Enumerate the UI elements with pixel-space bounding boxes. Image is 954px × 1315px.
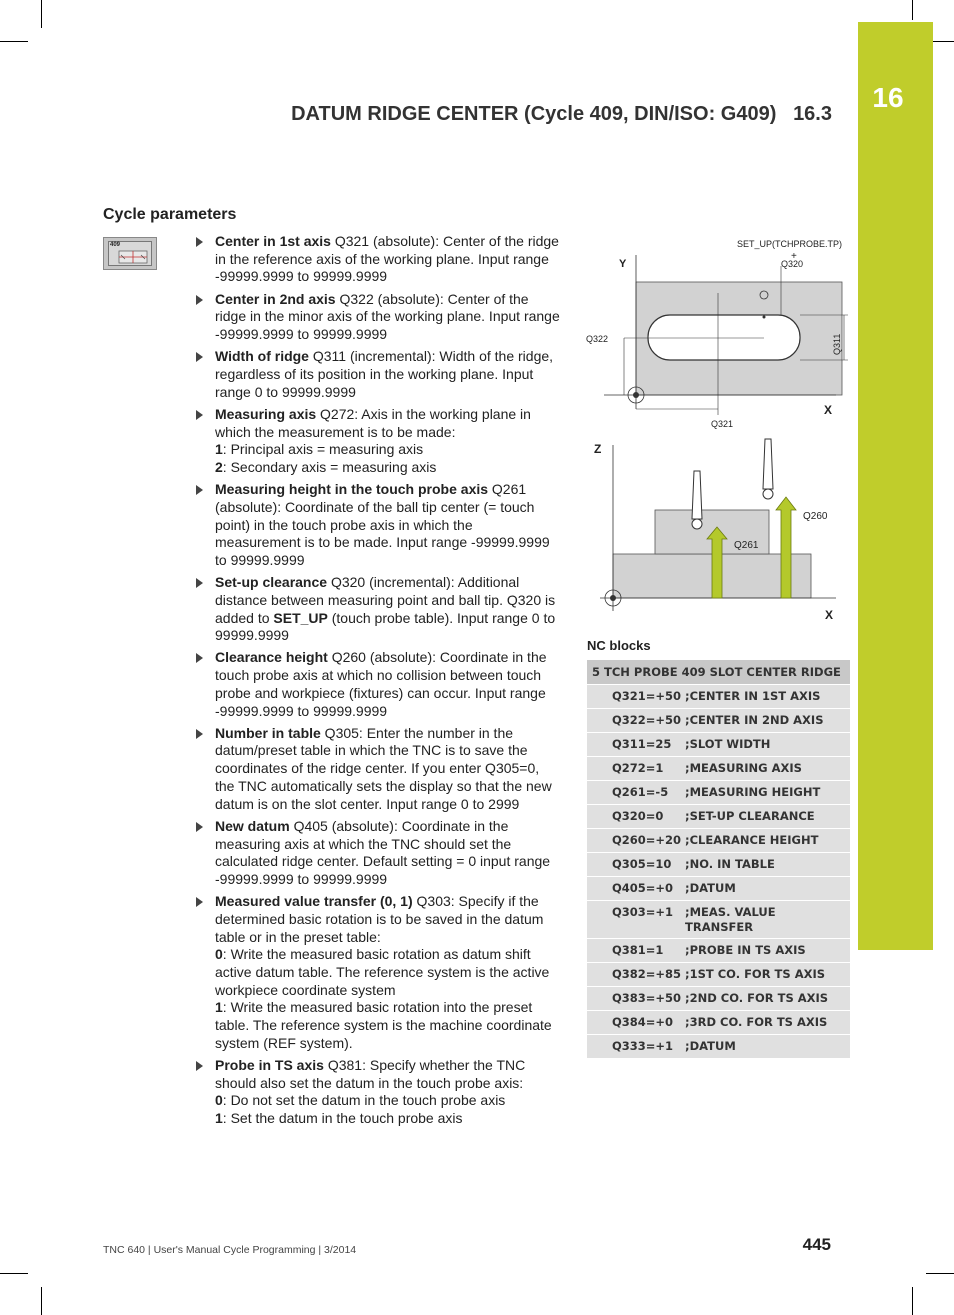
nc-comment: ;MEAS. VALUE TRANSFER [685,905,776,934]
nc-code: Q311=25 [612,737,672,751]
option-key: 1 [215,1110,223,1127]
touch-probe-stylus-high [763,439,773,489]
param-measuring-height [196,481,561,570]
nc-comment: ;CENTER IN 2ND AXIS [685,713,824,727]
bullet-arrow-icon [196,897,203,907]
plus-label: + [791,251,797,262]
param-name: Measuring height in the touch probe axis [215,481,489,498]
nc-row [587,709,850,732]
param-desc: Q405 (absolute): Coordinate in the measuring axis at which the TNC should set the calculated ridge center. Default setting = 0 input range -99999.9999 to 99999.9999 [215,817,551,887]
nc-row [587,685,850,708]
option-key: 2 [215,458,223,475]
nc-row [587,805,850,828]
param-probe-in-ts-axis [196,1057,561,1128]
bullet-arrow-icon [196,1061,203,1071]
crop-mark [41,1287,42,1315]
param-desc-cont: (touch probe table). Input range 0 to 99999.9999 [215,609,556,644]
chapter-tab [858,22,933,950]
param-name: Clearance height [215,649,328,666]
nc-code: Q322=+50 [612,713,682,727]
param-desc: Q260 (absolute): Coordinate in the touch probe axis at which no collision between touch probe and workpiece (fixtures) can occur. Input range -99999.9999 to 99999.9999 [215,649,547,719]
nc-comment: ;SET-UP CLEARANCE [685,809,815,823]
datum-dot-side [610,595,616,601]
param-desc: Q272: Axis in the working plane in which the measurement is to be made: [215,405,531,440]
param-inline-keyword: SET_UP [273,609,328,626]
top-view [586,239,848,429]
q321-label: Q321 [711,419,734,429]
param-name: Number in table [215,724,321,741]
crop-mark [41,0,42,28]
touch-probe-stylus-low [692,471,702,519]
bullet-arrow-icon [196,729,203,739]
bullet-arrow-icon [196,237,203,247]
page-header [280,103,832,126]
param-name: Set-up clearance [215,574,328,591]
crop-mark [0,1273,28,1274]
nc-code: Q333=+1 [612,1039,674,1053]
nc-code: Q405=+0 [612,881,674,895]
param-desc: Q311 (incremental): Width of the ridge, regardless of its position in the working plane. Input range 0 to 99999.9999 [215,348,554,400]
param-desc: Q261 (absolute): Coordinate of the ball tip center (= touch point) in the touch probe axis in which the measurement is to be made. Input range -99999.9999 to 99999.9999 [215,481,550,568]
nc-row [587,781,850,804]
option-key: 0 [215,946,223,963]
softkey-label: 409 [110,242,121,248]
param-clearance-height [196,649,561,720]
crop-mark [912,1287,913,1315]
header-title: DATUM RIDGE CENTER (Cycle 409, DIN/ISO: G409) [291,103,777,125]
param-name: Measuring axis [215,405,317,422]
param-name: Probe in TS axis [215,1056,324,1073]
nc-row [587,1035,850,1058]
nc-comment: ;3RD CO. FOR TS AXIS [685,1015,828,1029]
nc-row [587,963,850,986]
param-name: New datum [215,817,290,834]
param-new-datum [196,818,561,889]
option-text: : Write the measured basic rotation into the preset table. The reference system is the machine coordinate system (REF system). [215,999,552,1051]
param-desc: Q305: Enter the number in the datum/preset table in which the TNC is to save the coordinates of the ridge center. If you enter Q305=0, the TNC automatically sets the display so that the new datum is on the slot center. Input range 0 to 2999 [215,724,552,812]
page-number: 445 [802,1235,831,1254]
footer-text: TNC 640 | User's Manual Cycle Programming | 3/2014 [103,1244,357,1256]
bullet-arrow-icon [196,822,203,832]
param-width-of-ridge [196,348,561,401]
touch-point [763,316,766,319]
nc-comment: ;NO. IN TABLE [685,857,775,871]
crop-mark [926,1273,954,1274]
option-text: : Do not set the datum in the touch probe axis [222,1092,506,1109]
param-desc: Q303: Specify if the determined basic rotation is to be saved in the datum table or in the preset table: [215,893,544,945]
param-desc: Q320 (incremental): Additional distance between measuring point and ball tip. Q320 is added to [215,574,556,626]
option-key: 0 [215,1092,223,1109]
nc-comment: ;DATUM [685,881,736,895]
parameter-list [196,233,561,1132]
nc-code: Q320=0 [612,809,664,823]
q261-label: Q261 [734,540,759,551]
param-name: Width of ridge [215,348,309,365]
nc-comment: ;MEASURING HEIGHT [685,785,821,799]
nc-comment: ;MEASURING AXIS [685,761,802,775]
param-name: Measured value transfer (0, 1) [215,893,413,910]
nc-row [587,987,850,1010]
nc-code: Q381=1 [612,943,664,957]
option-key: 1 [215,999,223,1016]
nc-comment: ;CENTER IN 1ST AXIS [685,689,821,703]
bullet-arrow-icon [196,352,203,362]
nc-code: Q303=+1 [612,905,674,919]
param-name: Center in 1st axis [215,233,331,249]
option-text: : Principal axis = measuring axis [222,441,424,458]
nc-blocks-table [587,660,850,1059]
nc-row [587,901,850,938]
nc-code: Q383=+50 [612,991,682,1005]
nc-row [587,939,850,962]
nc-header-row: 5 TCH PROBE 409 SLOT CENTER RIDGE [587,660,850,684]
bullet-arrow-icon [196,653,203,663]
nc-row [587,829,850,852]
cycle-softkey [103,237,157,270]
q320-label: Q320 [781,259,804,269]
param-setup-clearance [196,574,561,645]
probe-ball-low [692,519,702,529]
nc-row [587,733,850,756]
param-desc: Q321 (absolute): Center of the ridge in the reference axis of the working plane. Input range -99999.9999 to 99999.9999 [215,233,559,285]
crop-mark [912,0,913,20]
bullet-arrow-icon [196,410,203,420]
ridge-icon [109,242,153,267]
param-name: Center in 2nd axis [215,290,336,307]
side-view [594,439,836,622]
nc-comment: ;PROBE IN TS AXIS [685,943,806,957]
nc-code: Q260=+20 [612,833,682,847]
param-measuring-axis [196,406,561,477]
option-key: 1 [215,441,223,458]
nc-row [587,877,850,900]
nc-comment: ;SLOT WIDTH [685,737,771,751]
nc-row [587,757,850,780]
param-center-2nd-axis [196,291,561,344]
nc-blocks-title: NC blocks [587,638,651,653]
setup-label: SET_UP(TCHPROBE.TP) [737,239,843,249]
x-axis-label-top: X [824,403,833,417]
z-axis-label: Z [594,442,602,456]
y-axis-label: Y [619,258,627,270]
nc-comment: ;2ND CO. FOR TS AXIS [685,991,829,1005]
nc-comment: ;CLEARANCE HEIGHT [685,833,819,847]
param-measured-value-transfer [196,893,561,1052]
option-text: : Write the measured basic rotation as datum shift active datum table. The reference system is the active workpiece coordinate system [215,946,550,998]
option-text: : Secondary axis = measuring axis [222,458,437,475]
nc-row [587,1011,850,1034]
param-center-1st-axis [196,233,561,286]
nc-code: Q305=10 [612,857,672,871]
section-title: Cycle parameters [103,206,237,223]
nc-row [587,853,850,876]
param-number-in-table [196,725,561,814]
nc-code: Q261=-5 [612,785,669,799]
nc-comment: ;1ST CO. FOR TS AXIS [685,967,826,981]
section-number: 16.3 [793,103,832,125]
q260-label: Q260 [803,511,828,522]
probe-ball-high [763,489,773,499]
bullet-arrow-icon [196,295,203,305]
nc-code: Q384=+0 [612,1015,674,1029]
crop-mark [0,41,28,42]
softkey-graphic [108,241,152,266]
nc-code: Q382=+85 [612,967,682,981]
bullet-arrow-icon [196,485,203,495]
datum-dot [633,392,639,398]
nc-code: Q272=1 [612,761,664,775]
param-desc: Q381: Specify whether the TNC should also set the datum in the touch probe axis: [215,1056,526,1091]
ridge-outline [648,315,800,360]
chapter-number: 16 [872,82,904,113]
nc-comment: ;DATUM [685,1039,736,1053]
bullet-arrow-icon [196,578,203,588]
q311-label: Q311 [832,333,842,355]
option-text: : Set the datum in the touch probe axis [222,1110,463,1127]
x-axis-label-side: X [825,608,834,622]
nc-code: Q321=+50 [612,689,682,703]
param-desc: Q322 (absolute): Center of the ridge in the minor axis of the working plane. Input range -99999.9999 to 99999.9999 [215,290,560,343]
q322-label: Q322 [586,334,609,344]
cycle-figure [586,233,854,633]
